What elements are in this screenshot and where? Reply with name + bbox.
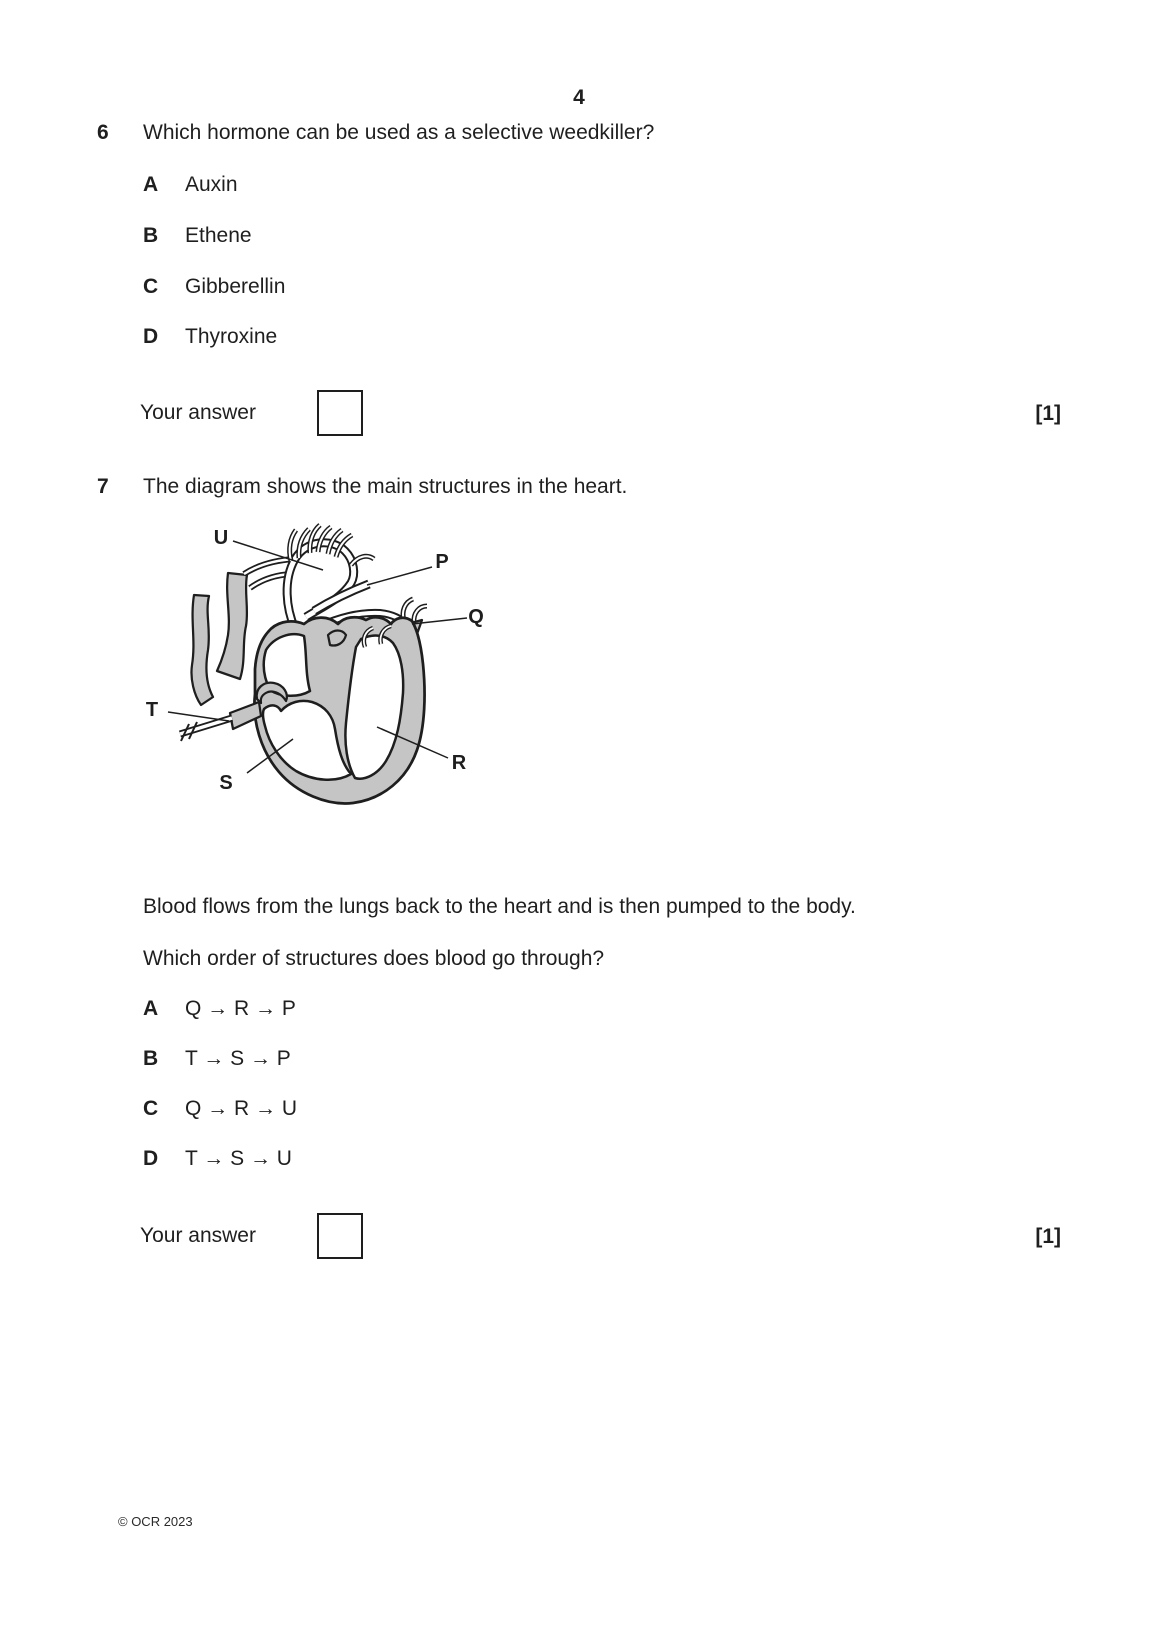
q7-option-a (143, 998, 296, 1020)
q6-option-b-text: Ethene (185, 224, 252, 247)
q7-option-c-letter: C (143, 1097, 159, 1120)
q7-option-d-letter: D (143, 1147, 159, 1170)
q6-option-a-letter: A (143, 173, 159, 196)
leader-line-p (367, 567, 432, 585)
question-6-number: 6 (97, 121, 109, 144)
q7-option-d-text: T → S → U (185, 1147, 292, 1170)
diagram-label-q: Q (468, 606, 484, 628)
q6-option-d (143, 326, 277, 348)
question-7-prompt: The diagram shows the main structures in the heart. (143, 475, 628, 498)
q6-marks: [1] (1035, 402, 1061, 425)
q6-option-b-letter: B (143, 224, 159, 247)
question-6-prompt: Which hormone can be used as a selective weedkiller? (143, 121, 655, 144)
q6-option-d-letter: D (143, 325, 159, 348)
q6-option-b (143, 225, 252, 247)
heart-diagram (130, 495, 500, 835)
vena-cava-vessel (191, 595, 213, 705)
q6-option-a-text: Auxin (185, 173, 238, 196)
q6-option-d-text: Thyroxine (185, 325, 278, 348)
q7-option-b-text: T → S → P (185, 1047, 291, 1070)
diagram-label-t: T (145, 699, 159, 721)
q7-option-a-text: Q → R → P (185, 997, 296, 1020)
q7-option-b-letter: B (143, 1047, 159, 1070)
q7-answer-box[interactable] (317, 1213, 363, 1259)
q7-option-c (143, 1098, 297, 1120)
atrial-wall-band (217, 573, 247, 679)
leader-line-t (168, 712, 229, 721)
q7-answer-label: Your answer (140, 1224, 256, 1247)
diagram-label-u: U (213, 527, 229, 549)
q6-answer-label: Your answer (140, 401, 256, 424)
q6-option-c-letter: C (143, 275, 159, 298)
q7-option-b (143, 1048, 291, 1070)
q7-option-c-text: Q → R → U (185, 1097, 298, 1120)
q6-option-c (143, 276, 285, 298)
diagram-label-p: P (435, 551, 449, 573)
question-7-number: 7 (97, 475, 109, 498)
q7-question: Which order of structures does blood go through? (143, 947, 605, 970)
q7-statement: Blood flows from the lungs back to the heart and is then pumped to the body. (143, 895, 856, 918)
diagram-label-s: S (219, 772, 233, 794)
q6-option-c-text: Gibberellin (185, 275, 286, 298)
q6-answer-box[interactable] (317, 390, 363, 436)
q7-option-d (143, 1148, 292, 1170)
diagram-label-r: R (451, 752, 467, 774)
copyright-footer: © OCR 2023 (118, 1514, 193, 1529)
q7-marks: [1] (1035, 1225, 1061, 1248)
q7-option-a-letter: A (143, 997, 159, 1020)
q6-option-a (143, 174, 238, 196)
page-number: 4 (573, 86, 585, 109)
